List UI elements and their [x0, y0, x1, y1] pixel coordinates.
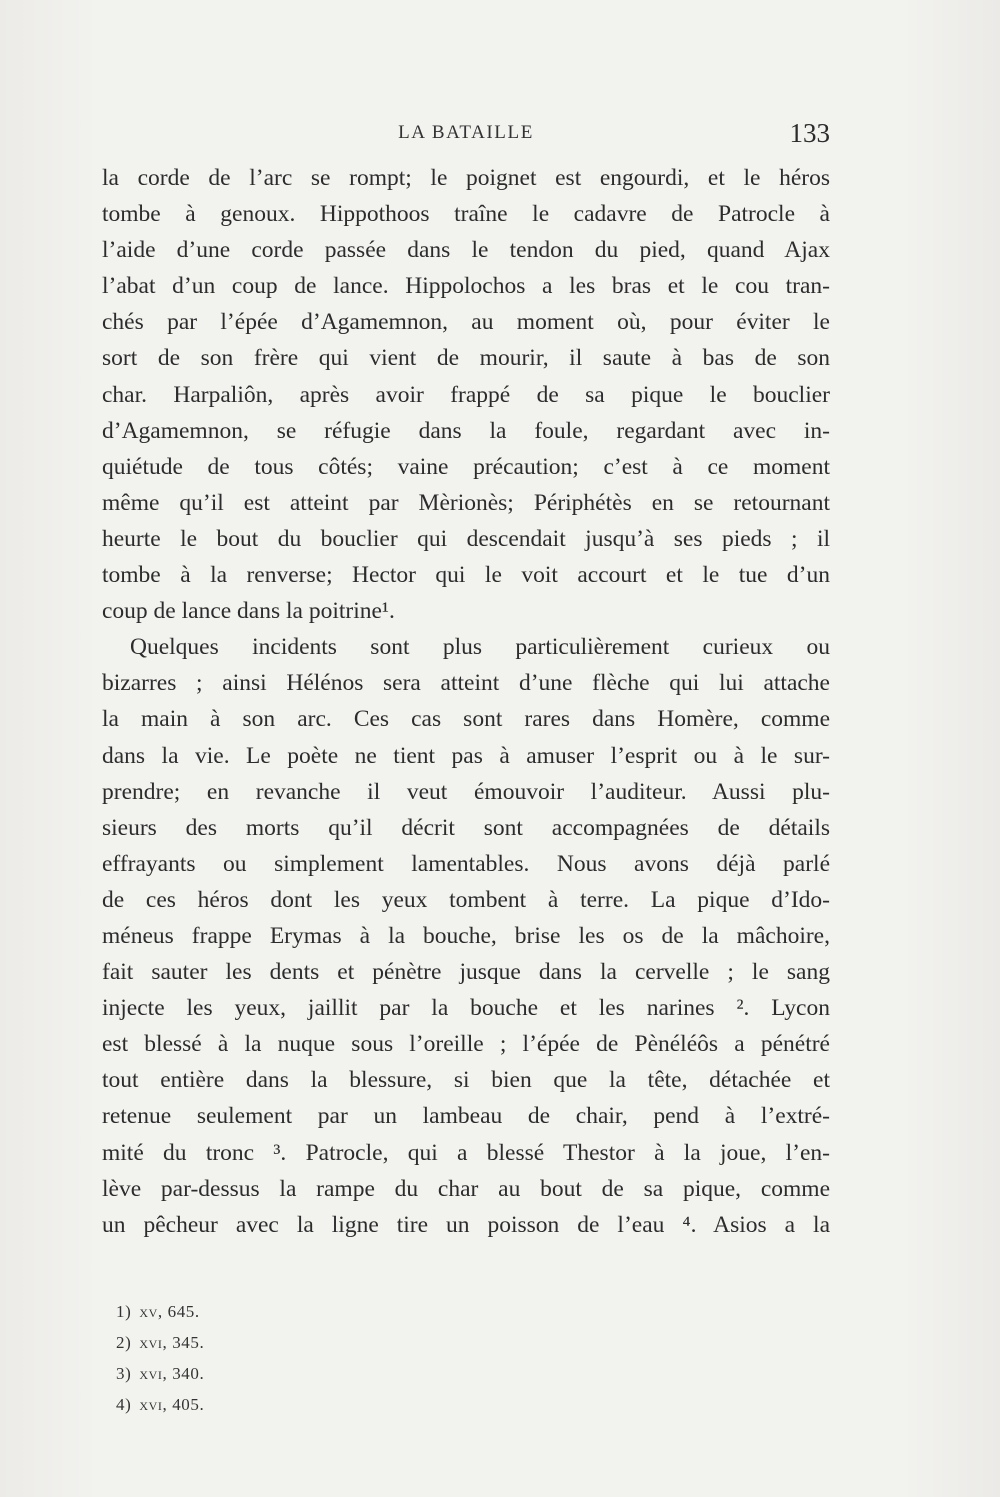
footnote-reference: xv, 645.	[139, 1302, 200, 1321]
text-line: dans la vie. Le poète ne tient pas à amuser l’esprit ou à le sur-	[102, 742, 830, 769]
running-head	[102, 118, 830, 154]
footnotes	[116, 1296, 416, 1420]
footnote-number: 3)	[116, 1364, 132, 1383]
text-line: de ces héros dont les yeux tombent à terre. La pique d’Ido-	[102, 886, 830, 913]
footnote-number: 4)	[116, 1395, 132, 1414]
text-line: la corde de l’arc se rompt; le poignet est engourdi, et le héros	[102, 165, 830, 191]
text-line: injecte les yeux, jaillit par la bouche et les narines ². Lycon	[102, 995, 830, 1022]
text-line: tombe à genoux. Hippothoos traîne le cadavre de Patrocle à	[102, 201, 830, 228]
text-line: chés par l’épée d’Agamemnon, au moment où, pour éviter le	[102, 309, 830, 336]
text-line: lève par-dessus la rampe du char au bout de sa pique, comme	[102, 1175, 830, 1202]
page-number: 133	[789, 118, 830, 148]
text-line: un pêcheur avec la ligne tire un poisson de l’eau ⁴. Asios a la	[102, 1211, 830, 1238]
footnote	[116, 1327, 416, 1358]
text-line: d’Agamemnon, se réfugie dans la foule, regardant avec in-	[102, 417, 830, 444]
body-text	[102, 160, 830, 1243]
footnote	[116, 1296, 416, 1327]
footnote-reference: xvi, 345.	[139, 1333, 205, 1352]
text-line: char. Harpaliôn, après avoir frappé de sa pique le bouclier	[102, 381, 830, 408]
text-line: quiétude de tous côtés; vaine précaution; c’est à ce moment	[102, 453, 830, 480]
text-line: retenue seulement par un lambeau de chair, pend à l’extré-	[102, 1103, 830, 1130]
running-title: LA BATAILLE	[398, 122, 534, 143]
text-line-paragraph-end: coup de lance dans la poitrine¹.	[102, 598, 395, 625]
text-line: bizarres ; ainsi Hélénos sera atteint d’une flèche qui lui attache	[102, 670, 830, 697]
text-line: fait sauter les dents et pénètre jusque dans la cervelle ; le sang	[102, 959, 830, 986]
text-line: l’aide d’une corde passée dans le tendon du pied, quand Ajax	[102, 237, 830, 264]
text-line: prendre; en revanche il veut émouvoir l’auditeur. Aussi plu-	[102, 778, 830, 805]
text-line: tout entière dans la blessure, si bien que la tête, détachée et	[102, 1067, 830, 1094]
footnote	[116, 1358, 416, 1389]
text-line: heurte le bout du bouclier qui descendait jusqu’à ses pieds ; il	[102, 525, 830, 552]
footnote-reference: xvi, 340.	[139, 1364, 205, 1383]
text-line: tombe à la renverse; Hector qui le voit accourt et le tue d’un	[102, 562, 830, 589]
text-line: sieurs des morts qu’il décrit sont accompagnées de détails	[102, 814, 830, 841]
text-line: méneus frappe Erymas à la bouche, brise les os de la mâchoire,	[102, 922, 830, 949]
text-line: l’abat d’un coup de lance. Hippolochos a les bras et le cou tran-	[102, 273, 830, 300]
text-line: est blessé à la nuque sous l’oreille ; l’épée de Pènéléôs a pénétré	[102, 1031, 830, 1058]
footnote-reference: xvi, 405.	[139, 1395, 205, 1414]
text-line: la main à son arc. Ces cas sont rares dans Homère, comme	[102, 706, 830, 733]
footnote	[116, 1389, 416, 1420]
text-line: même qu’il est atteint par Mèrionès; Périphétès en se retournant	[102, 489, 830, 516]
text-line-paragraph-start: Quelques incidents sont plus particulièrement curieux ou	[130, 634, 830, 661]
text-line: effrayants ou simplement lamentables. Nous avons déjà parlé	[102, 850, 830, 877]
footnote-number: 1)	[116, 1302, 132, 1321]
footnote-number: 2)	[116, 1333, 132, 1352]
text-line: mité du tronc ³. Patrocle, qui a blessé Thestor à la joue, l’en-	[102, 1139, 830, 1166]
text-line: sort de son frère qui vient de mourir, il saute à bas de son	[102, 345, 830, 372]
